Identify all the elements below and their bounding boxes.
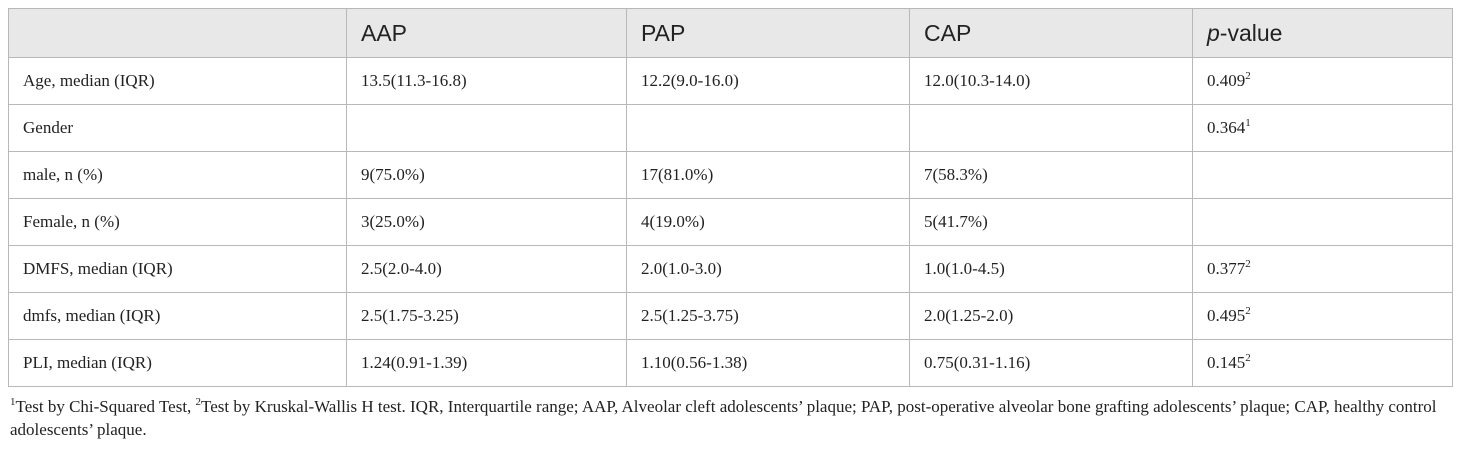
cell-aap: 13.5(11.3-16.8) <box>347 58 627 105</box>
header-row <box>9 9 1453 58</box>
p-sup: 2 <box>1245 305 1251 317</box>
cell-p <box>1193 340 1453 387</box>
row-label: Gender <box>9 105 347 152</box>
row-label: PLI, median (IQR) <box>9 340 347 387</box>
cell-cap: 2.0(1.25-2.0) <box>910 293 1193 340</box>
p-value: 0.377 <box>1207 259 1246 278</box>
p-value: 0.409 <box>1207 71 1246 90</box>
cell-cap: 5(41.7%) <box>910 199 1193 246</box>
cell-cap: 1.0(1.0-4.5) <box>910 246 1193 293</box>
cell-aap: 2.5(2.0-4.0) <box>347 246 627 293</box>
table-row <box>9 246 1453 293</box>
header-cap: CAP <box>910 9 1193 58</box>
header-empty <box>9 9 347 58</box>
cell-pap: 2.5(1.25-3.75) <box>627 293 910 340</box>
table-row <box>9 293 1453 340</box>
cell-pap: 1.10(0.56-1.38) <box>627 340 910 387</box>
header-p-italic: p <box>1207 19 1220 46</box>
row-label: Female, n (%) <box>9 199 347 246</box>
cell-aap: 3(25.0%) <box>347 199 627 246</box>
cell-cap: 7(58.3%) <box>910 152 1193 199</box>
table-row <box>9 340 1453 387</box>
header-p-value <box>1193 9 1453 58</box>
table-footnote <box>8 395 1450 441</box>
p-value: 0.495 <box>1207 306 1246 325</box>
table-row <box>9 105 1453 152</box>
header-pap: PAP <box>627 9 910 58</box>
header-p-rest: -value <box>1219 19 1283 46</box>
data-table <box>8 8 1453 387</box>
cell-pap: 12.2(9.0-16.0) <box>627 58 910 105</box>
table-container <box>8 8 1452 441</box>
cell-aap <box>347 105 627 152</box>
cell-cap: 12.0(10.3-14.0) <box>910 58 1193 105</box>
cell-p <box>1193 246 1453 293</box>
p-sup: 2 <box>1245 352 1251 364</box>
footnote-text-2: Test by Kruskal-Wallis H test. IQR, Interquartile range; AAP, Alveolar cleft adolescents’ plaque; PAP, post-operative alveolar bone grafting adolescents’ plaque; CAP, healthy control adolescents’ plaque. <box>10 397 1437 439</box>
row-label: male, n (%) <box>9 152 347 199</box>
table-row <box>9 58 1453 105</box>
row-label: DMFS, median (IQR) <box>9 246 347 293</box>
header-aap: AAP <box>347 9 627 58</box>
cell-pap: 2.0(1.0-3.0) <box>627 246 910 293</box>
cell-p <box>1193 199 1453 246</box>
cell-pap: 4(19.0%) <box>627 199 910 246</box>
cell-aap: 2.5(1.75-3.25) <box>347 293 627 340</box>
p-sup: 2 <box>1245 258 1251 270</box>
cell-p <box>1193 152 1453 199</box>
footnote-sup-1: 1 <box>10 396 16 408</box>
cell-aap: 9(75.0%) <box>347 152 627 199</box>
row-label: dmfs, median (IQR) <box>9 293 347 340</box>
cell-cap <box>910 105 1193 152</box>
table-row <box>9 152 1453 199</box>
p-value: 0.145 <box>1207 353 1246 372</box>
cell-pap <box>627 105 910 152</box>
footnote-sup-2: 2 <box>195 396 202 408</box>
cell-p <box>1193 105 1453 152</box>
cell-p <box>1193 58 1453 105</box>
p-value: 0.364 <box>1207 118 1246 137</box>
table-row <box>9 199 1453 246</box>
row-label: Age, median (IQR) <box>9 58 347 105</box>
cell-p <box>1193 293 1453 340</box>
p-sup: 1 <box>1245 117 1251 129</box>
cell-cap: 0.75(0.31-1.16) <box>910 340 1193 387</box>
cell-aap: 1.24(0.91-1.39) <box>347 340 627 387</box>
p-sup: 2 <box>1245 70 1251 82</box>
cell-pap: 17(81.0%) <box>627 152 910 199</box>
footnote-text-1: Test by Chi-Squared Test, <box>15 397 196 416</box>
